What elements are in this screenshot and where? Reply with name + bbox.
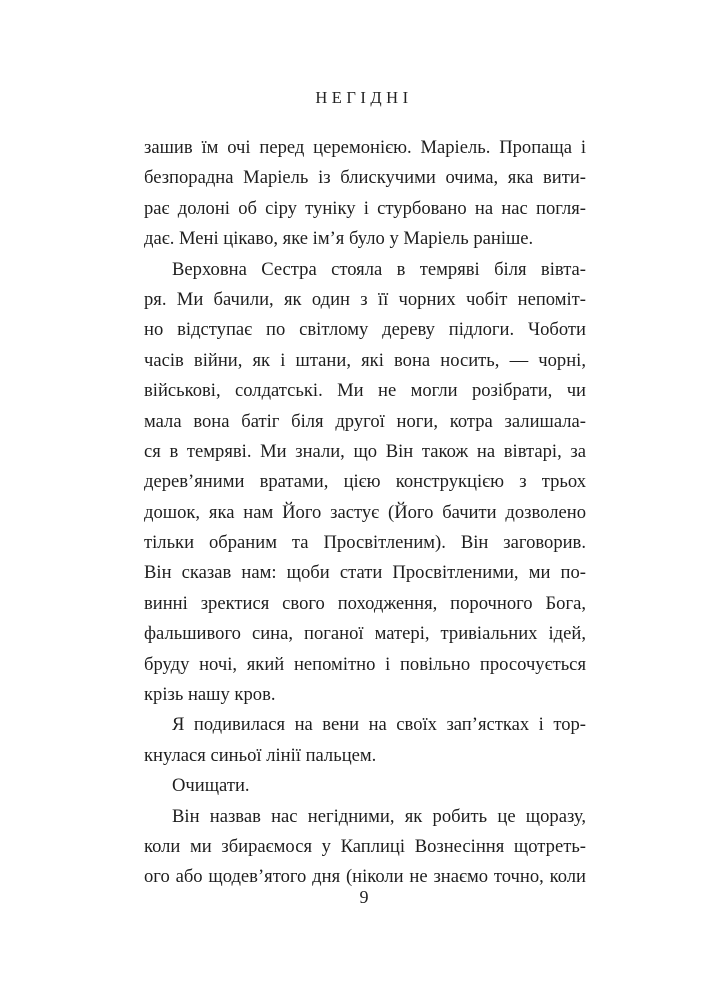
text-line: дає. Мені цікаво, яке ім’я було у Маріель раніше. [144,228,534,250]
text-line: мала вона батіг біля другої ноги, котра залишала- [144,410,586,432]
text-line: безпорадна Маріель із блискучими очима, яка вити- [144,167,586,189]
paragraph [144,802,586,893]
text-line: дерев’яними вратами, цією конструкцією з трьох [144,471,586,493]
body-text [144,133,586,893]
text-line: Очищати. [172,775,250,797]
text-line: зашив їм очі перед церемонією. Маріель. Пропаща і [144,137,586,158]
paragraph [144,255,586,711]
text-line: Він назвав нас негідними, як робить це щоразу, [172,805,586,827]
paragraph [144,771,586,801]
text-line: коли ми збираємося у Каплиці Вознесіння щотреть- [144,835,586,857]
text-line: часів війни, як і штани, які вона носить, — чорні, [144,349,586,371]
text-line: винні зректися свого походження, порочного Бога, [144,592,586,614]
text-line: фальшивого сина, поганої матері, тривіальних ідей, [144,623,586,645]
text-line: дошок, яка нам Його застує (Його бачити дозволено [144,501,586,523]
text-line: військові, солдатські. Ми не могли розібрати, чи [144,380,586,402]
page-number: 9 [359,887,369,907]
text-line: бруду ночі, який непомітно і повільно просочується [144,653,586,675]
text-line: тільки обраним та Просвітленим). Він заговорив. [144,532,586,554]
text-line: Верховна Сестра стояла в темряві біля вівта- [172,258,586,280]
text-line: Він сказав нам: щоби стати Просвітленими, ми по- [144,562,586,584]
text-line: крізь нашу кров. [144,684,276,706]
running-title: НЕГІДНІ [315,88,413,107]
paragraph [144,710,586,771]
text-line: Я подивилася на вени на своїх зап’ястках і тор- [172,714,586,736]
text-line: ся в темряві. Ми знали, що Він також на вівтарі, за [144,440,586,462]
text-line: ого або щодев’ятого дня (ніколи не знаємо точно, коли [144,866,586,888]
text-line: ря. Ми бачили, як один з її чорних чобіт непоміт- [144,288,586,310]
text-line: рає долоні об сіру туніку і стурбовано на нас погля- [144,197,586,219]
paragraph [144,133,586,255]
text-line: кнулася синьої лінії пальцем. [144,744,377,766]
text-line: но відступає по світлому дереву підлоги. Чоботи [144,319,586,341]
